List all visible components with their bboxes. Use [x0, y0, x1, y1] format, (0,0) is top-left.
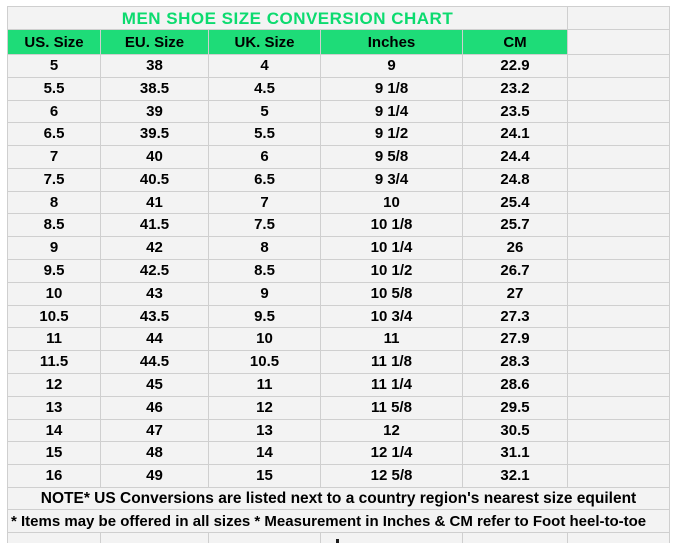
table-cell: 10 1/8	[321, 214, 463, 237]
table-cell: 8	[209, 237, 321, 260]
empty-cell	[568, 192, 670, 215]
table-row	[8, 55, 670, 78]
table-cell: 9.5	[8, 260, 101, 283]
table-cell: 4.5	[209, 78, 321, 101]
empty-cell	[568, 420, 670, 443]
table-cell: 7.5	[209, 214, 321, 237]
table-cell: 32.1	[463, 465, 568, 488]
table-cell: 11	[209, 374, 321, 397]
table-cell: 40.5	[101, 169, 209, 192]
table-cell: 30.5	[463, 420, 568, 443]
table-cell: 27.3	[463, 306, 568, 329]
table-cell: 39	[101, 101, 209, 124]
table-cell: 10.5	[209, 351, 321, 374]
table-cell: 24.1	[463, 123, 568, 146]
table-row	[8, 374, 670, 397]
empty-cell	[568, 351, 670, 374]
table-cell: 9 1/2	[321, 123, 463, 146]
table-cell: 42.5	[101, 260, 209, 283]
title-row	[8, 7, 670, 30]
table-row	[8, 101, 670, 124]
table-cell: 44	[101, 328, 209, 351]
table-row	[8, 328, 670, 351]
table-cell: 13	[209, 420, 321, 443]
table-cell: 10 3/4	[321, 306, 463, 329]
note-row-2	[8, 510, 670, 533]
table-cell: 41	[101, 192, 209, 215]
empty-cell	[568, 30, 670, 55]
table-cell: 27	[463, 283, 568, 306]
note-text-1: NOTE* US Conversions are listed next to a country region's nearest size equilent	[40, 489, 637, 507]
empty-cell	[568, 214, 670, 237]
empty-cell	[463, 533, 568, 543]
table-cell: 12 1/4	[321, 442, 463, 465]
shoe-size-conversion-table	[7, 6, 670, 543]
table-row	[8, 146, 670, 169]
empty-cell	[568, 7, 670, 30]
table-cell: 40	[101, 146, 209, 169]
table-header-row	[8, 30, 670, 55]
page-title: MEN SHOE SIZE CONVERSION CHART	[8, 7, 568, 30]
table-body	[8, 55, 670, 488]
empty-cell	[101, 533, 209, 543]
table-cell: 16	[8, 465, 101, 488]
table-cell: 7	[209, 192, 321, 215]
table-cell: 6	[8, 101, 101, 124]
table-row	[8, 442, 670, 465]
empty-cell	[568, 101, 670, 124]
table-cell: 23.5	[463, 101, 568, 124]
table-cell: 25.7	[463, 214, 568, 237]
table-cell: 11	[321, 328, 463, 351]
table-cell: 43.5	[101, 306, 209, 329]
table-cell: 26	[463, 237, 568, 260]
table-cell: 10.5	[8, 306, 101, 329]
table-cell: 15	[209, 465, 321, 488]
empty-cell	[321, 533, 463, 543]
empty-cell	[568, 283, 670, 306]
table-row	[8, 397, 670, 420]
table-cell: 10 5/8	[321, 283, 463, 306]
table-cell: 27.9	[463, 328, 568, 351]
empty-cell	[568, 465, 670, 488]
empty-cell	[568, 442, 670, 465]
table-cell: 9	[8, 237, 101, 260]
table-row	[8, 465, 670, 488]
table-cell: 24.8	[463, 169, 568, 192]
table-cell: 45	[101, 374, 209, 397]
note-text-2: * Items may be offered in all sizes * Measurement in Inches & CM refer to Foot heel-to-toe	[11, 512, 647, 530]
table-row	[8, 420, 670, 443]
table-cell: 6	[209, 146, 321, 169]
table-cell: 11 5/8	[321, 397, 463, 420]
table-cell: 13	[8, 397, 101, 420]
table-cell: 12	[321, 420, 463, 443]
table-cell: 6.5	[209, 169, 321, 192]
table-cell: 11 1/8	[321, 351, 463, 374]
clipped-text-fragment	[336, 539, 339, 543]
table-cell: 11 1/4	[321, 374, 463, 397]
empty-cell	[568, 397, 670, 420]
empty-cell	[568, 260, 670, 283]
table-cell: 23.2	[463, 78, 568, 101]
table-row	[8, 214, 670, 237]
table-cell: 5.5	[8, 78, 101, 101]
table-cell: 11	[8, 328, 101, 351]
table-cell: 10	[209, 328, 321, 351]
empty-cell	[8, 533, 101, 543]
table-cell: 48	[101, 442, 209, 465]
note-row-1	[8, 488, 670, 510]
table-cell: 9 1/8	[321, 78, 463, 101]
empty-cell	[568, 78, 670, 101]
table-cell: 9	[209, 283, 321, 306]
table-cell: 26.7	[463, 260, 568, 283]
column-header: UK. Size	[209, 30, 321, 55]
table-cell: 28.6	[463, 374, 568, 397]
table-cell: 10 1/4	[321, 237, 463, 260]
table-cell: 5	[8, 55, 101, 78]
table-row	[8, 260, 670, 283]
column-header: US. Size	[8, 30, 101, 55]
column-header: Inches	[321, 30, 463, 55]
empty-cell	[568, 123, 670, 146]
table-cell: 12	[209, 397, 321, 420]
table-cell: 49	[101, 465, 209, 488]
table-cell: 25.4	[463, 192, 568, 215]
table-cell: 29.5	[463, 397, 568, 420]
table-row	[8, 192, 670, 215]
table-cell: 10 1/2	[321, 260, 463, 283]
empty-cell	[568, 146, 670, 169]
table-cell: 38.5	[101, 78, 209, 101]
table-cell: 47	[101, 420, 209, 443]
table-cell: 38	[101, 55, 209, 78]
empty-cell	[209, 533, 321, 543]
table-cell: 8.5	[209, 260, 321, 283]
table-cell: 9 3/4	[321, 169, 463, 192]
table-cell: 10	[321, 192, 463, 215]
partial-clipped-row	[8, 533, 670, 543]
table-cell: 22.9	[463, 55, 568, 78]
table-cell: 39.5	[101, 123, 209, 146]
table-cell: 41.5	[101, 214, 209, 237]
table-cell: 46	[101, 397, 209, 420]
empty-cell	[568, 237, 670, 260]
table-cell: 14	[8, 420, 101, 443]
table-row	[8, 169, 670, 192]
empty-cell	[568, 328, 670, 351]
table-cell: 28.3	[463, 351, 568, 374]
table-row	[8, 306, 670, 329]
empty-cell	[568, 55, 670, 78]
table-row	[8, 351, 670, 374]
table-cell: 12 5/8	[321, 465, 463, 488]
table-cell: 5	[209, 101, 321, 124]
table-cell: 9	[321, 55, 463, 78]
table-cell: 9 1/4	[321, 101, 463, 124]
table-cell: 12	[8, 374, 101, 397]
table-cell: 31.1	[463, 442, 568, 465]
table-cell: 43	[101, 283, 209, 306]
table-cell: 10	[8, 283, 101, 306]
table-cell: 42	[101, 237, 209, 260]
table-cell: 15	[8, 442, 101, 465]
empty-cell	[568, 533, 670, 543]
column-header: EU. Size	[101, 30, 209, 55]
table-cell: 9.5	[209, 306, 321, 329]
empty-cell	[568, 169, 670, 192]
column-header: CM	[463, 30, 568, 55]
table-row	[8, 283, 670, 306]
table-cell: 44.5	[101, 351, 209, 374]
table-cell: 24.4	[463, 146, 568, 169]
table-cell: 9 5/8	[321, 146, 463, 169]
table-cell: 7	[8, 146, 101, 169]
table-cell: 7.5	[8, 169, 101, 192]
table-row	[8, 78, 670, 101]
table-cell: 8.5	[8, 214, 101, 237]
table-cell: 11.5	[8, 351, 101, 374]
table-row	[8, 123, 670, 146]
table-cell: 14	[209, 442, 321, 465]
empty-cell	[568, 306, 670, 329]
table-cell: 5.5	[209, 123, 321, 146]
table-cell: 4	[209, 55, 321, 78]
empty-cell	[568, 374, 670, 397]
table-cell: 6.5	[8, 123, 101, 146]
table-row	[8, 237, 670, 260]
table-cell: 8	[8, 192, 101, 215]
